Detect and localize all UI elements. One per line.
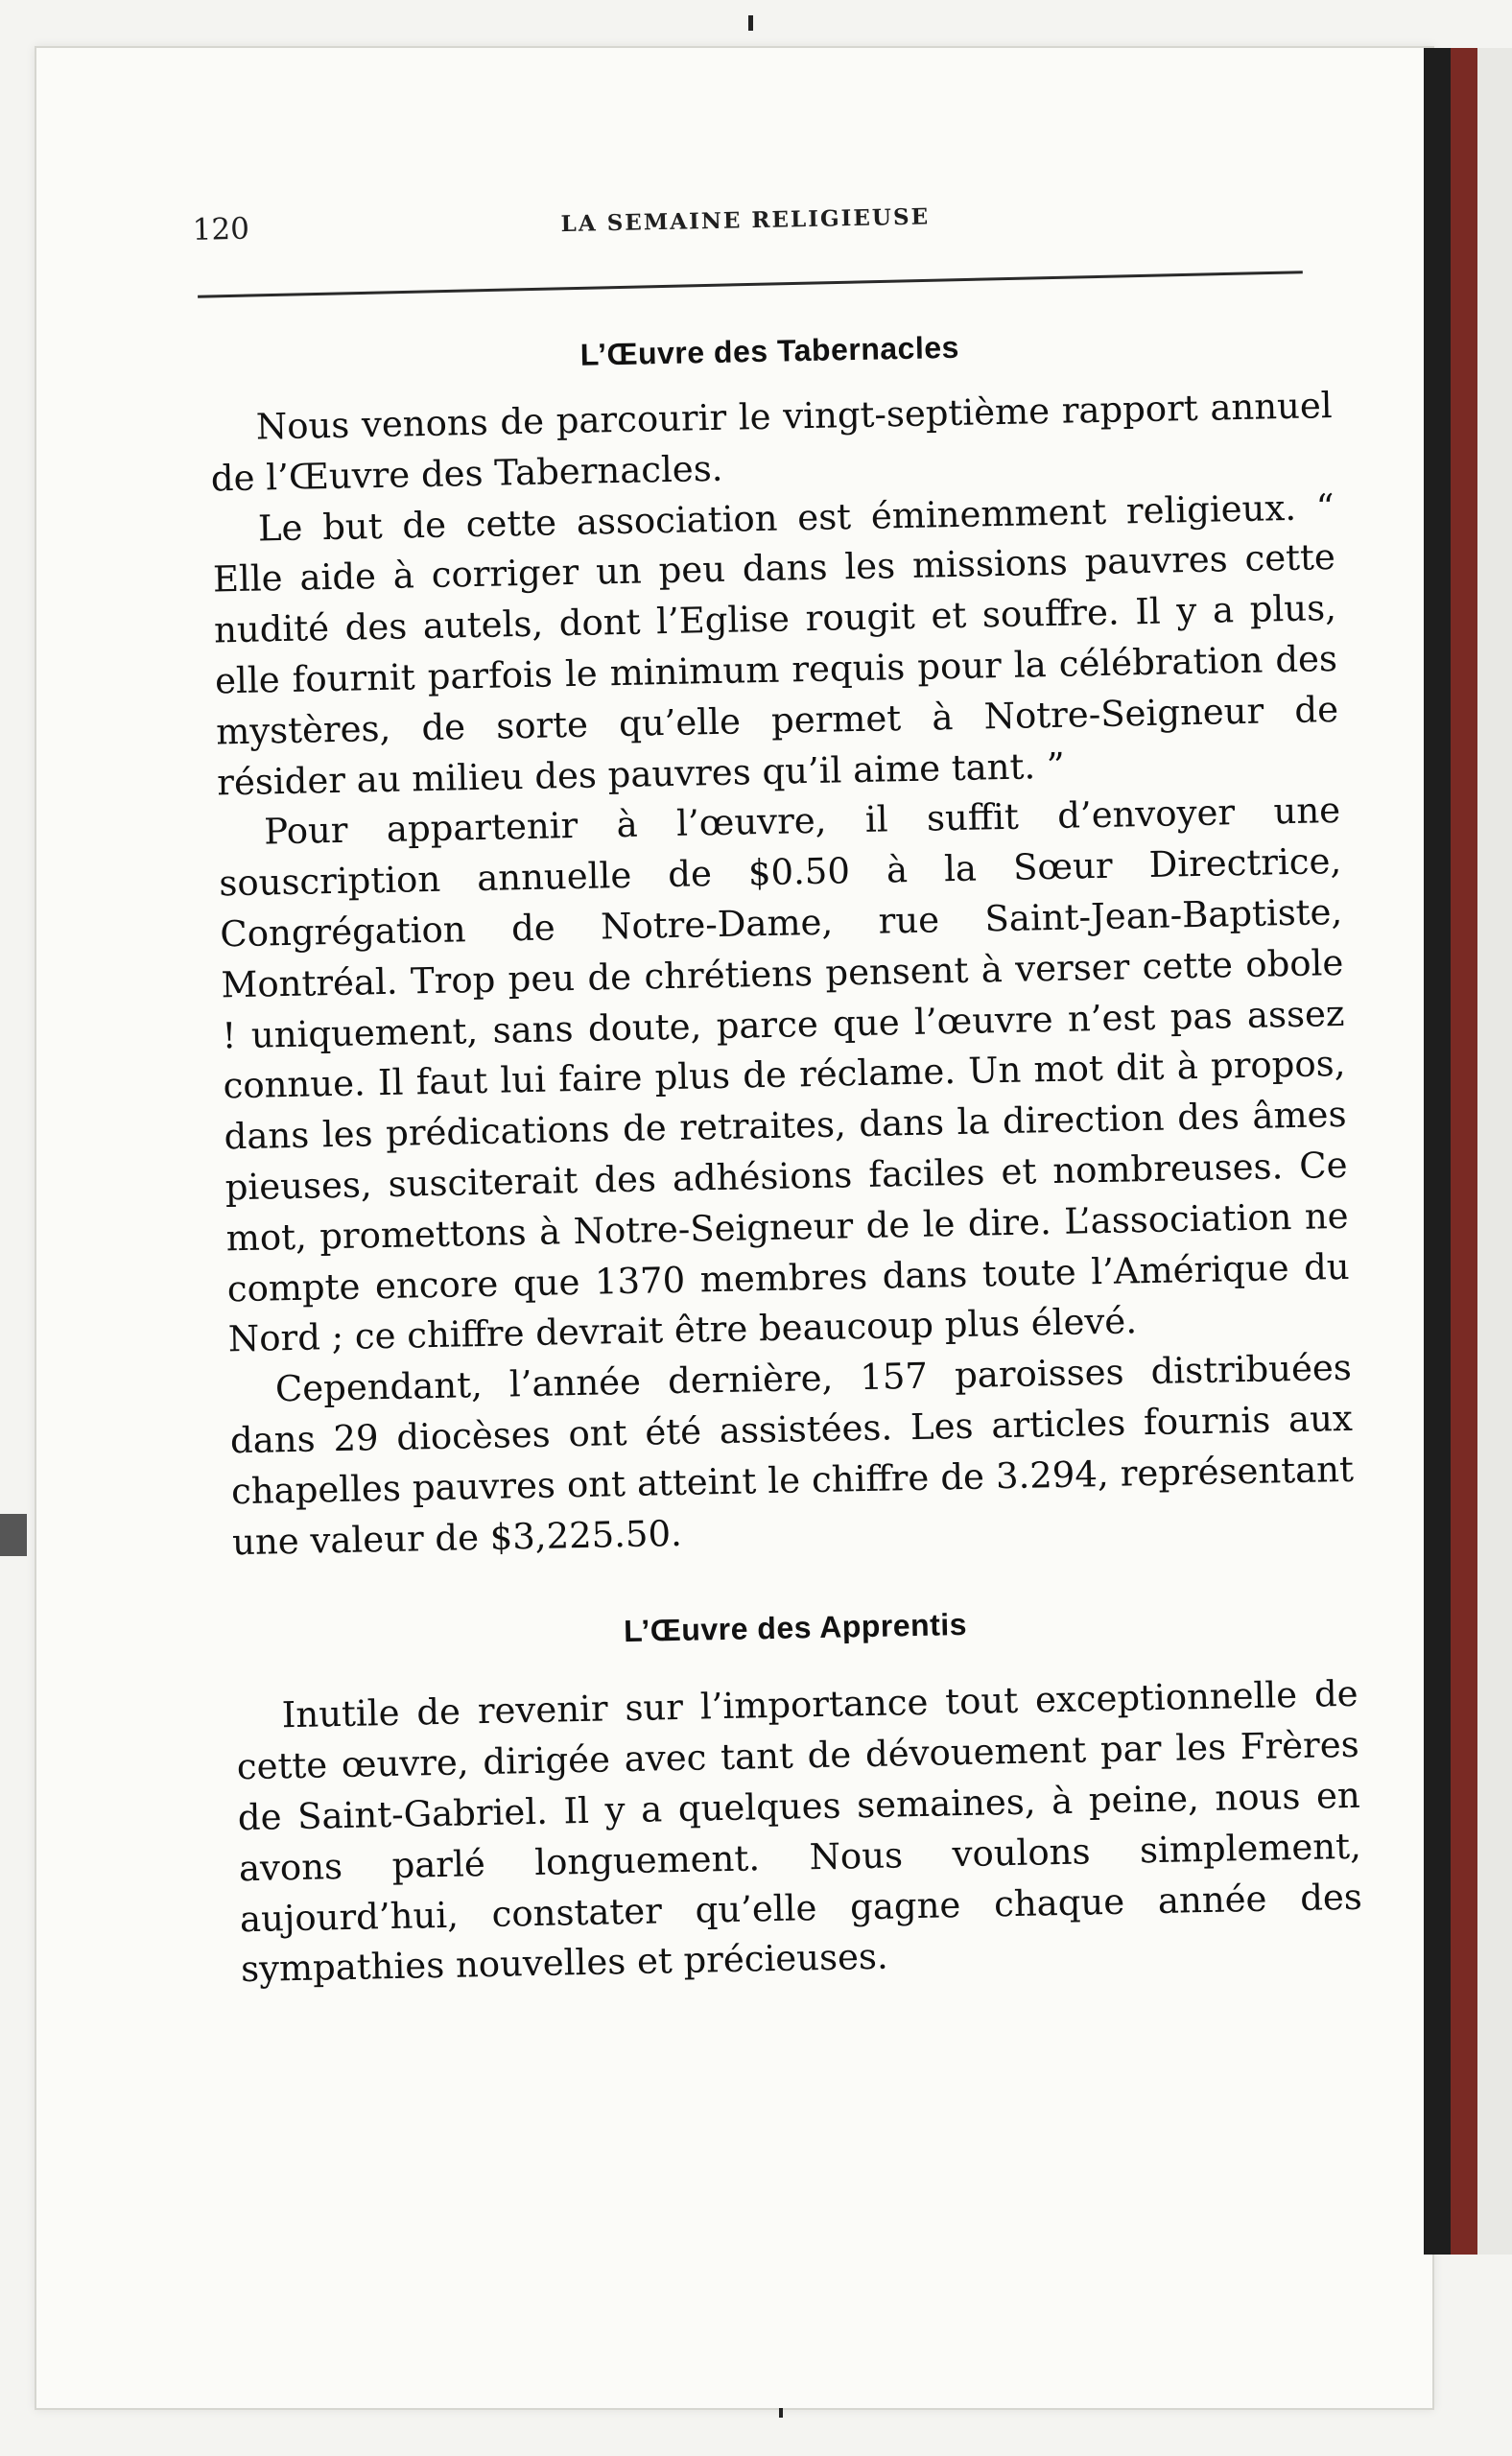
scan-speck-top — [748, 15, 753, 31]
scan-speck-bottom — [779, 2408, 783, 2418]
paragraph-apprentis: Inutile de revenir sur l’importance tout exceptionnelle de cette œuvre, dirigée avec tant de dévouement par les Frères de Saint-Gabriel. Il y a quelques semaines, à peine, nous en avons parlé longuement. Nous voulons simplement, aujourd’hui, constater qu’elle gagne chaque année des sympathies nouvelles et précieuses. — [236, 1673, 1363, 1991]
page-header-title: LA SEMAINE RELIGIEUSE — [560, 203, 931, 238]
paragraph-tabernacles-purpose: Le but de cette association est éminemment religieux. “ Elle aide à corriger un peu dans les missions pauvres cette nudité des autels, dont l’Eglise rougit et souffre. Il y a plus, elle fournit parfois le minimum requis pour la célébration des mystères, de sorte qu’elle permet à Notre-Seigneur de résider au milieu des pauvres qu’il aime tant. ” — [212, 485, 1339, 804]
adjacent-page-edge — [1477, 48, 1512, 2255]
paragraph-tabernacles-results: Cependant, l’année dernière, 157 paroisses distribuées dans 29 diocèses ont été assistées. Les articles fournis aux chapelles pauvres ont atteint le chiffre de 3.294, représentant une valeur de $3,225.50. — [229, 1346, 1355, 1563]
section-heading-apprentis: L’Œuvre des Apprentis — [623, 1607, 968, 1649]
scan-speck-left — [0, 1514, 27, 1556]
book-spine-shadow — [1424, 48, 1453, 2255]
book-spine-edge — [1451, 48, 1477, 2255]
page-number: 120 — [192, 211, 250, 248]
section-heading-tabernacles: L’Œuvre des Tabernacles — [579, 329, 960, 372]
paragraph-tabernacles-membership: Pour appartenir à l’œuvre, il suffit d’envoyer une souscription annuelle de $0.50 à la Sœur Directrice, Congrégation de Notre-Dame, rue Saint-Jean-Baptiste, Montréal. Trop peu de chrétiens pensent à verser cette obole ! uniquement, sans doute, parce que l’œuvre n’est pas assez connue. Il faut lui faire plus de réclame. Un mot dit à propos, dans les prédications de retraites, dans la direction des âmes pieuses, susciterait des adhésions faciles et nombreuses. Ce mot, promettons à Notre-Seigneur de le dire. L’association ne compte encore que 1370 membres dans toute l’Amérique du Nord ; ce chiffre devrait être beaucoup plus élevé. — [218, 790, 1351, 1360]
paragraph-tabernacles-intro: Nous venons de parcourir le vingt-septième rapport annuel de l’Œuvre des Tabernacles. — [210, 385, 1334, 500]
article-text — [208, 322, 1363, 1996]
